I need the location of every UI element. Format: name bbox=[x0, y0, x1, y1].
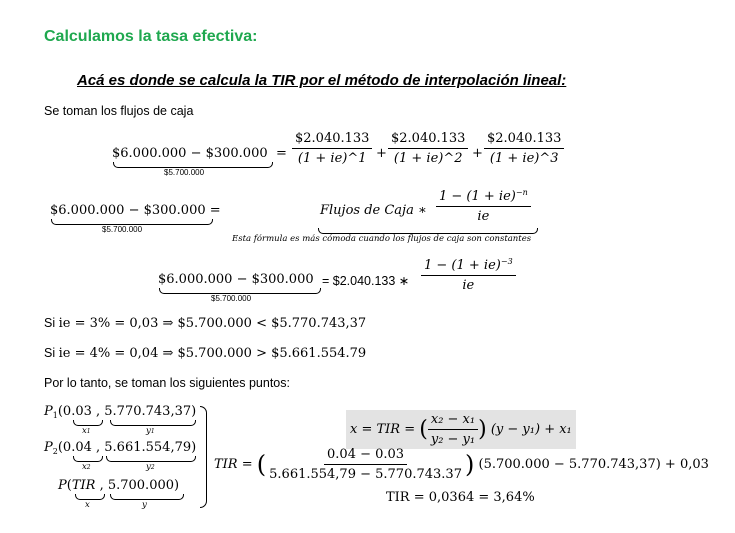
line-4pct-prefix: Si bbox=[44, 346, 56, 360]
point-1: $P_1(0.03$ , 5.770.743,37) bbox=[44, 404, 197, 420]
point-2-xlabel: x2 bbox=[82, 462, 91, 472]
point-2: $P_2(0.04$ , 5.661.554,79) bbox=[44, 440, 197, 456]
point-2-y: 5.661.554,79 bbox=[104, 440, 192, 455]
eq1-term-1-den: (1 + ie)^1 bbox=[297, 151, 367, 166]
line-3pct-prefix: Si bbox=[44, 316, 56, 330]
eq2-fraction bbox=[436, 188, 531, 224]
point-3-y-brace bbox=[110, 494, 184, 500]
point-1-ylabel: y1 bbox=[146, 426, 155, 436]
formula-box: x = TIR = ( $\frac{\text{x₂ − x₁}}{\text{y₂ − y₁}}$ ) (y − y₁) + x₁ bbox=[346, 410, 576, 449]
tir-calc-rhs: (5.700.000 − 5.770.743,37) + 0,03 bbox=[478, 457, 709, 472]
eq3-num: 1 − (1 + ie) bbox=[424, 258, 501, 273]
por-lo-tanto: Por lo tanto, se toman los siguientes puntos: bbox=[44, 376, 290, 390]
eq1-term-2 bbox=[388, 131, 468, 166]
line-4pct-expr: ie = 4% = 0,04 ⇒ $5.700.000 > $5.661.554.79 bbox=[58, 346, 367, 361]
eq1-lhs: $6.000.000 − $300.000 bbox=[112, 146, 268, 161]
eq1-term-1-num: $2.040.133 bbox=[292, 131, 372, 149]
eq2-brace-label: $5.700.000 bbox=[102, 225, 143, 234]
tir-calc: TIR = ( $\frac{0.04 - 0.03}{5.661.554,79 - 5.770.743.37}$ ) (5.700.000 − 5.770.743,37) + 0,03 bbox=[214, 447, 709, 482]
eq3-exp: −3 bbox=[500, 257, 513, 266]
eq2-den: ie bbox=[477, 209, 490, 224]
point-2-sub: 2 bbox=[52, 447, 58, 456]
eq1-term-3-num: $2.040.133 bbox=[484, 131, 564, 149]
points-brace bbox=[200, 406, 207, 508]
line-4pct bbox=[44, 346, 366, 361]
eq1-term-3 bbox=[484, 131, 564, 166]
point-3-x: TIR bbox=[71, 478, 96, 493]
eq2-lhs: $6.000.000 − $300.000 = bbox=[50, 203, 221, 218]
subheading: Acá es donde se calcula la TIR por el método de interpolación lineal: bbox=[77, 72, 567, 89]
eq3-brace-label: $5.700.000 bbox=[211, 294, 252, 303]
point-2-name: P bbox=[44, 440, 53, 455]
point-2-ylabel: y2 bbox=[146, 462, 155, 472]
eq1-term-1 bbox=[292, 131, 372, 166]
tir-result: TIR = 0,0364 = 3,64% bbox=[386, 490, 535, 505]
eq3-den: ie bbox=[462, 278, 475, 293]
point-3-y: 5.700.000 bbox=[107, 478, 175, 493]
eq1-equals: = bbox=[276, 146, 287, 161]
eq1-term-3-den: (1 + ie)^3 bbox=[489, 151, 559, 166]
point-1-xlabel: x1 bbox=[82, 426, 91, 436]
heading: Calculamos la tasa efectiva: bbox=[44, 28, 258, 45]
point-3-xlabel: x bbox=[85, 500, 90, 510]
eq3-fraction bbox=[421, 257, 516, 293]
tir-calc-den: 5.661.554,79 − 5.770.743.37 bbox=[269, 467, 462, 482]
tir-calc-lhs: TIR = bbox=[214, 457, 253, 472]
point-1-x: 0.03 bbox=[62, 404, 92, 419]
formula-den: y₂ − y₁ bbox=[430, 432, 476, 447]
eq1-term-2-den: (1 + ie)^2 bbox=[393, 151, 463, 166]
eq3-rhs: = $2.040.133 ∗ bbox=[322, 274, 410, 288]
point-3: P(TIR , 5.700.000) bbox=[58, 478, 180, 493]
eq3-lhs: $6.000.000 − $300.000 bbox=[158, 272, 314, 287]
point-1-sub: 1 bbox=[52, 411, 58, 420]
point-1-y: 5.770.743,37 bbox=[104, 404, 192, 419]
point-2-x: 0.04 bbox=[62, 440, 92, 455]
eq2-num: 1 − (1 + ie) bbox=[439, 189, 516, 204]
eq2-note: Esta fórmula es más cómoda cuando los flujos de caja son constantes bbox=[232, 234, 532, 244]
formula-rhs: (y − y₁) + x₁ bbox=[490, 422, 572, 437]
eq1-plus-1: + bbox=[376, 146, 387, 161]
eq1-brace-label: $5.700.000 bbox=[164, 168, 205, 177]
point-3-name: P bbox=[58, 478, 67, 493]
tir-calc-num: 0.04 − 0.03 bbox=[324, 447, 407, 465]
formula-lhs: x = TIR = bbox=[350, 422, 416, 437]
formula-num: x₂ − x₁ bbox=[428, 412, 478, 430]
point-3-x-brace bbox=[75, 494, 105, 500]
eq1-plus-2: + bbox=[472, 146, 483, 161]
line-3pct-expr: ie = 3% = 0,03 ⇒ $5.700.000 < $5.770.743,37 bbox=[58, 316, 367, 331]
point-1-name: P bbox=[44, 404, 53, 419]
eq2-flujos: Flujos de Caja ∗ bbox=[320, 203, 427, 218]
point-3-ylabel: y bbox=[142, 500, 147, 510]
eq1-term-2-num: $2.040.133 bbox=[388, 131, 468, 149]
eq2-exp: −n bbox=[515, 188, 528, 197]
intro-text: Se toman los flujos de caja bbox=[44, 104, 194, 118]
line-3pct bbox=[44, 316, 366, 331]
